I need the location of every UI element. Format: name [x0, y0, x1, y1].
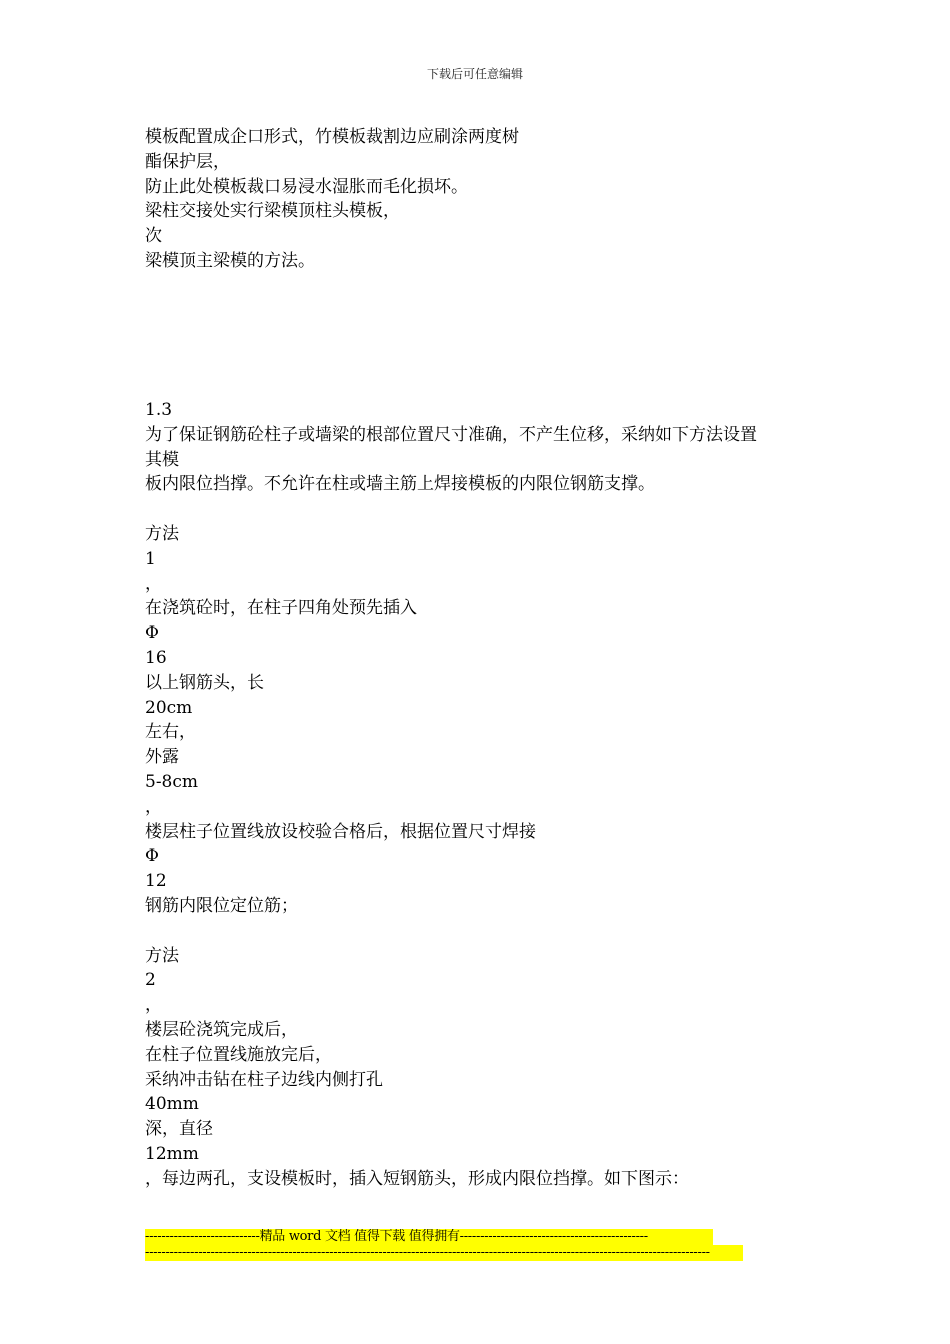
- text-line: 次: [145, 226, 162, 247]
- text-line: 采纳冲击钻在柱子边线内侧打孔: [145, 1069, 383, 1090]
- footer-line-2: ------------------------------------------------------------------------------------------------------------------------------------------: [145, 1245, 743, 1261]
- blank-line: [145, 919, 825, 944]
- text-line: 钢筋内限位定位筋；: [145, 895, 298, 916]
- text-line: 在浇筑砼时，在柱子四角处预先插入: [145, 598, 417, 619]
- text-line: ，: [145, 995, 162, 1016]
- text-line: 模板配置成企口形式，竹模板裁割边应刷涂两度树: [145, 127, 519, 147]
- text-line: 方法: [145, 523, 179, 544]
- text-line: ，: [145, 796, 162, 817]
- text-line: 梁模顶主梁模的方法。: [145, 250, 315, 271]
- text-line: 5-8cm: [145, 771, 199, 792]
- text-line: 12: [145, 871, 167, 892]
- text-line: 1: [145, 548, 156, 569]
- text-line: 方法: [145, 945, 179, 966]
- text-line: Φ: [145, 846, 159, 867]
- text-line: 以上钢筋头，长: [145, 672, 264, 693]
- footer-line-1: ----------------------------精品 word 文档 值得下载 值得拥有----------------------------------------------: [145, 1229, 713, 1245]
- footer-banner: [145, 1229, 745, 1261]
- text-line: 为了保证钢筋砼柱子或墙梁的根部位置尺寸准确，不产生位移，采纳如下方法设置: [145, 424, 757, 445]
- text-line: 楼层柱子位置线放设校验合格后，根据位置尺寸焊接: [145, 821, 536, 842]
- paragraph-formwork: [145, 125, 825, 274]
- text-line: 梁柱交接处实行梁模顶柱头模板，: [145, 201, 400, 222]
- text-line: 在柱子位置线施放完后，: [145, 1044, 332, 1065]
- text-line: 防止此处模板裁口易浸水湿胀而毛化损坏。: [145, 176, 468, 197]
- text-line: 2: [145, 970, 156, 991]
- text-line: 20cm: [145, 697, 193, 718]
- paragraph-column-limit-braces: [145, 398, 825, 1192]
- text-line: 外露: [145, 747, 179, 768]
- text-line: ，: [145, 573, 162, 594]
- text-line: 左右，: [145, 722, 196, 743]
- text-line: 板内限位挡撑。不允许在柱或墙主筋上焊接模板的内限位钢筋支撑。: [145, 474, 655, 495]
- text-line: 1.3: [145, 400, 173, 420]
- text-line: 其模: [145, 449, 179, 470]
- blank-line: [145, 497, 825, 522]
- text-line: 酯保护层，: [145, 151, 230, 172]
- text-line: ，每边两孔，支设模板时，插入短钢筋头，形成内限位挡撑。如下图示：: [145, 1168, 689, 1189]
- text-line: 40mm: [145, 1094, 199, 1115]
- text-line: 深，直径: [145, 1119, 213, 1140]
- page-header: 下载后可任意编辑: [426, 67, 523, 81]
- text-line: 16: [145, 647, 167, 668]
- text-line: 12mm: [145, 1143, 199, 1164]
- text-line: 楼层砼浇筑完成后，: [145, 1019, 298, 1040]
- text-line: Φ: [145, 623, 159, 644]
